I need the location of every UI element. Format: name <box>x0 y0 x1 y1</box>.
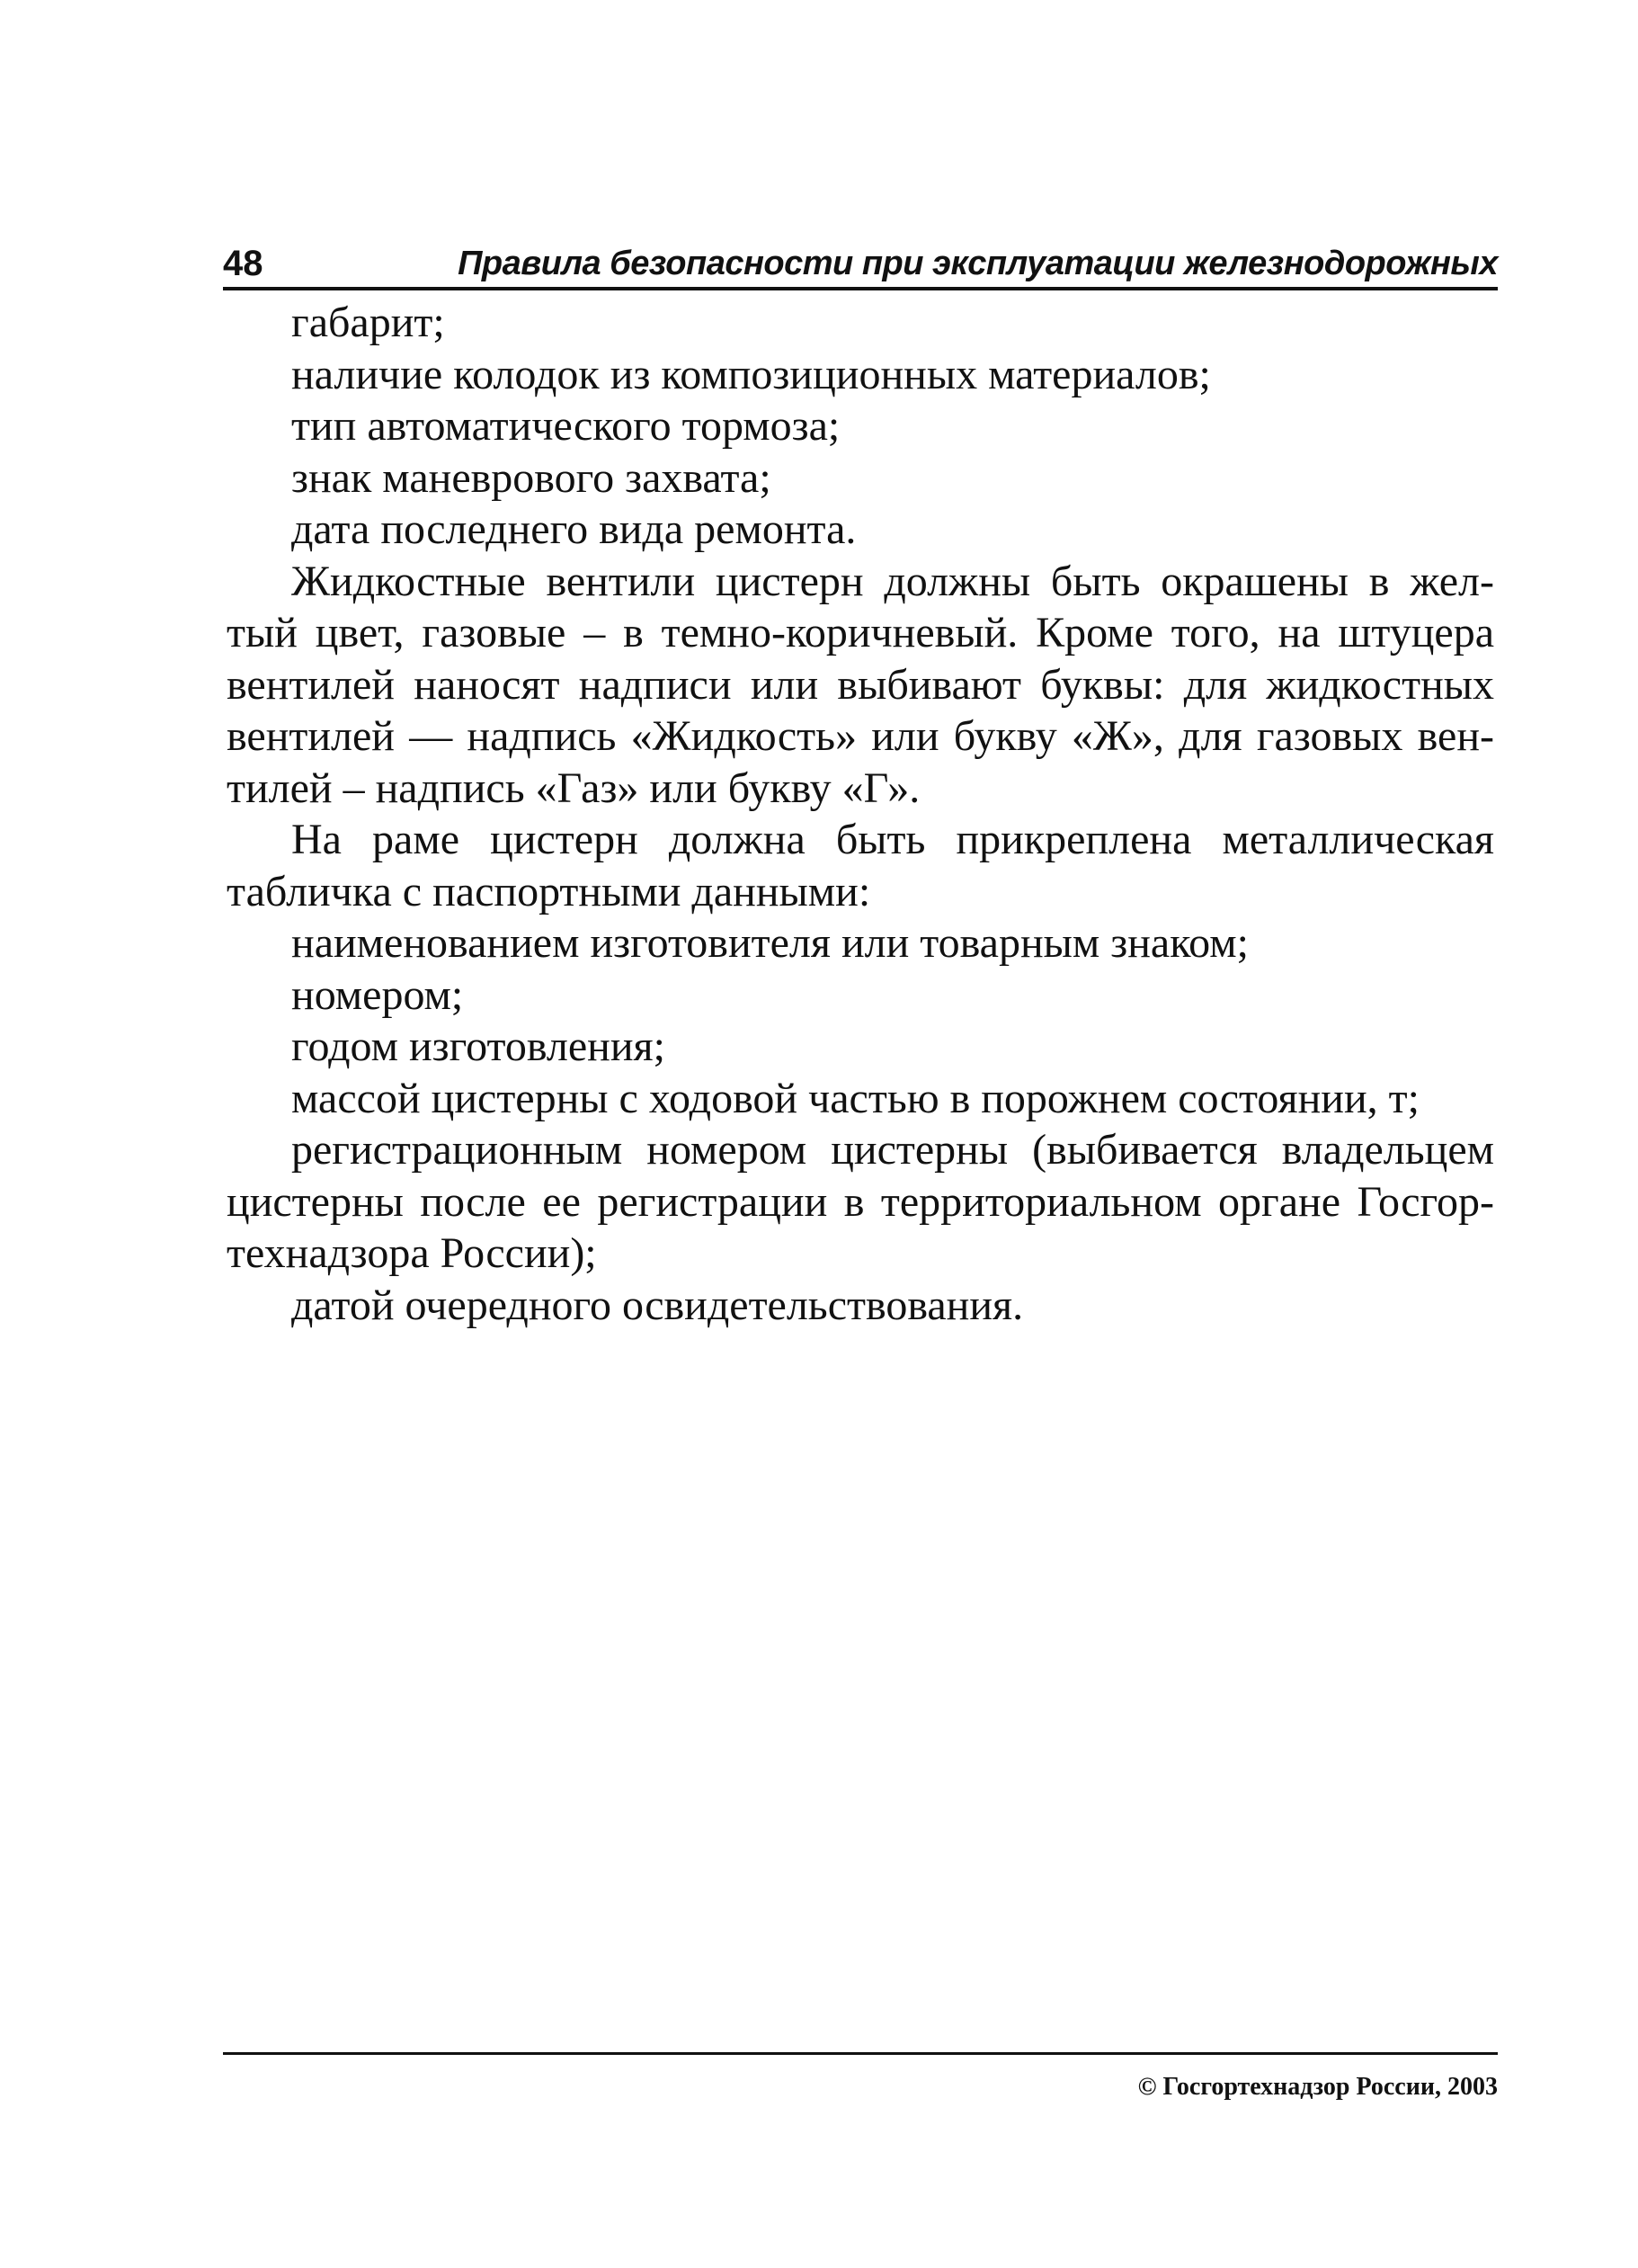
paragraph-line: На раме цистерн должна быть прикреплена металлическая <box>291 816 1494 863</box>
list-item: датой очередного освидетельствования. <box>291 1281 1024 1329</box>
paragraph-line: вентилей — надпись «Жидкость» или букву «Ж», для газовых вен- <box>227 712 1494 760</box>
paragraph-line: тилей – надпись «Газ» или букву «Г». <box>227 763 921 812</box>
list-item: годом изготовления; <box>291 1022 665 1070</box>
list-item: наличие колодок из композиционных материалов; <box>291 350 1211 398</box>
list-item: массой цистерны с ходовой частью в порожнем состоянии, т; <box>291 1074 1420 1122</box>
list-item: наименованием изготовителя или товарным знаком; <box>291 919 1249 967</box>
page-header <box>223 229 1498 290</box>
paragraph-line: цистерны после ее регистрации в территориальном органе Госгор- <box>227 1177 1494 1226</box>
body-text <box>227 297 1494 1331</box>
list-item: дата последнего вида ремонта. <box>291 505 857 553</box>
list-item: знак маневрового захвата; <box>291 453 771 502</box>
footer-divider <box>223 2052 1498 2055</box>
list-item: тип автоматического тормоза; <box>291 402 841 450</box>
page-number: 48 <box>223 244 263 283</box>
paragraph-line: Жидкостные вентили цистерн должны быть окрашены в жел- <box>291 557 1494 605</box>
paragraph-line: табличка с паспортными данными: <box>227 867 871 915</box>
paragraph-line: вентилей наносят надписи или выбивают буквы: для жидкостных <box>227 660 1494 709</box>
paragraph-line: технадзора России); <box>227 1229 597 1277</box>
list-item: регистрационным номером цистерны (выбивается владельцем <box>291 1126 1494 1174</box>
footer-copyright: © Госгортехнадзор России, 2003 <box>1137 2073 1498 2101</box>
paragraph-line: тый цвет, газовые – в темно-коричневый. Кроме того, на штуцера <box>227 609 1494 656</box>
running-title: Правила безопасности при эксплуатации железнодорожных <box>458 245 1498 282</box>
list-item: габарит; <box>291 299 445 346</box>
list-item: номером; <box>291 970 464 1019</box>
